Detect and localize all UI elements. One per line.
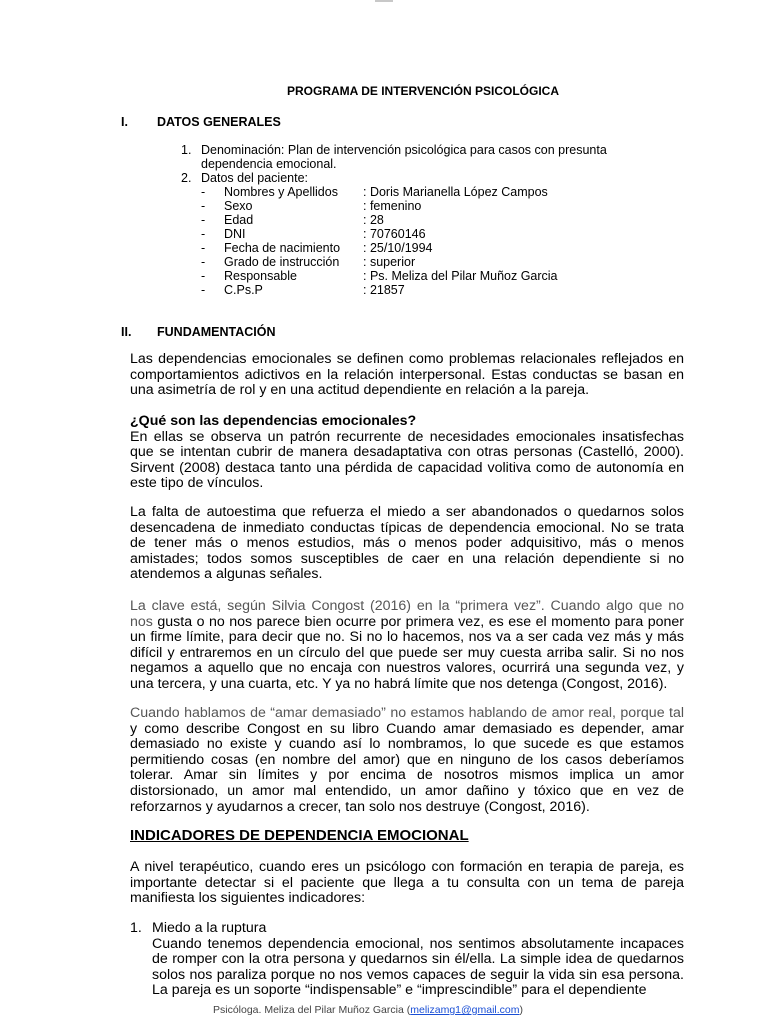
field-label: Sexo: [224, 199, 253, 213]
patient-data-list: [181, 143, 621, 297]
field-label: Nombres y Apellidos: [224, 185, 338, 199]
patient-fields: [181, 185, 621, 297]
field-label: C.Ps.P: [224, 283, 263, 297]
field-value: : Ps. Meliza del Pilar Muñoz Garcia: [363, 269, 558, 283]
field-row: [201, 185, 621, 199]
section-number: I.: [121, 115, 128, 129]
dash: -: [201, 269, 206, 283]
paragraph-text: La falta de autoestima que refuerza el miedo a ser abandonados o quedarnos solos desencadena de inmediato conductas típicas de dependencia emocional. No se trata de tener más o menos estudios, más o menos poder adquisitivo, más o menos amistades; todos somos susceptibles de caer en una relación dependiente si no atendemos a algunas señales.: [130, 504, 684, 583]
document-title: PROGRAMA DE INTERVENCIÓN PSICOLÓGICA: [286, 84, 560, 98]
dash: -: [201, 255, 206, 269]
field-row: [201, 199, 621, 213]
field-row: [201, 269, 621, 283]
page-footer: [0, 1004, 736, 1016]
denominacion-text: Denominación: Plan de intervención psicológica para casos con presunta dependencia emocional.: [201, 143, 607, 171]
paragraph-text: En ellas se observa un patrón recurrente de necesidades emocionales insatisfechas que se intentan cubrir de manera desadaptativa con otras personas (Castelló, 2000). Sirvent (2008) destaca tanto una pérdida de capacidad volitiva como de autonomía en este tipo de vínculos.: [130, 428, 684, 492]
list-number: 1.: [130, 920, 142, 936]
field-value: : femenino: [363, 199, 422, 213]
paragraph-text: y como describe Congost en su libro Cuando amar demasiado es depender, amar demasiado no existe y cuando así lo nombramos, lo que sucede es que estamos permitiendo cosas (en nombre del amor) que en ninguno de los casos deberíamos tolerar. Amar sin límites y por encima de nosotros mismos implica un amor distorsionado, un amor mal entendido, un amor dañino y tóxico que en vez de reforzarnos y ayudarnos a crecer, tan solo nos destruye (Congost, 2016).: [130, 720, 684, 815]
paragraph-text: gusta o no nos parece bien ocurre por primera vez, es ese el momento para poner un firme límite, para decir que no. Si no lo hacemos, nos va a ser cada vez más y más difícil y entraremos en un círculo del que puede ser muy cuesta arriba salir. Si no nos negamos a aquello que no encaja con nuestros valores, ocurrirá una segunda vez, y una tercera, y una cuarta, etc. Y ya no habrá límite que nos detenga (Congost, 2016).: [130, 613, 684, 692]
field-value: : 28: [363, 213, 384, 227]
field-value: : 21857: [363, 283, 405, 297]
paragraph-indicadores-intro: [130, 860, 684, 907]
paragraph-primera-vez: [130, 599, 684, 693]
field-label: Responsable: [224, 269, 297, 283]
field-label: Fecha de nacimiento: [224, 241, 341, 255]
indicator-item-miedo-ruptura: [130, 921, 684, 999]
field-value: : 25/10/1994: [363, 241, 433, 255]
paragraph-text: A nivel terapéutico, cuando eres un psicólogo con formación en terapia de pareja, es importante detectar si el paciente que llega a tu consulta con un tema de pareja manifiesta los siguientes indicadores:: [130, 859, 684, 907]
dash: -: [201, 241, 206, 255]
paragraph-definicion: [130, 352, 684, 399]
footer-close: ): [519, 1004, 524, 1016]
datos-paciente-text: Datos del paciente:: [201, 171, 309, 185]
list-item-datos-paciente: [181, 171, 621, 185]
dash: -: [201, 227, 206, 241]
list-number: 2.: [181, 171, 192, 185]
field-row: [201, 283, 621, 297]
paragraph-lead: La clave está, según Silvia Congost (2016) en la “primera vez”. Cuando algo que no nos: [130, 598, 684, 630]
field-label: DNI: [224, 227, 246, 241]
dash: -: [201, 213, 206, 227]
indicators-heading: INDICADORES DE DEPENDENCIA EMOCIONAL: [130, 827, 469, 844]
field-value: : Doris Marianella López Campos: [363, 185, 548, 199]
field-row: [201, 213, 621, 227]
paragraph-autoestima: [130, 505, 684, 583]
paragraph-amar-demasiado: [130, 706, 684, 815]
paragraph-que-son: [130, 414, 684, 492]
field-row: [201, 255, 621, 269]
field-label: Edad: [224, 213, 254, 227]
field-label: Grado de instrucción: [224, 255, 340, 269]
dash: -: [201, 185, 206, 199]
footer-email-link[interactable]: melizamg1@gmail.com: [410, 1004, 520, 1016]
indicator-title: Miedo a la ruptura: [152, 920, 267, 936]
list-item-denominacion: [181, 143, 621, 171]
section-title: FUNDAMENTACIÓN: [157, 325, 276, 339]
footer-text: Psicóloga. Meliza del Pilar Muñoz Garcia (: [212, 1004, 411, 1016]
dash: -: [201, 283, 206, 297]
paragraph-lead: Cuando hablamos de “amar demasiado” no estamos hablando de amor real, porque tal: [130, 705, 684, 721]
paragraph-text: Las dependencias emocionales se definen como problemas relacionales reflejados en comportamientos adictivos en la relación interpersonal. Estas conductas se basan en una asimetría de rol y en una actitud dependiente en relación a la pareja.: [130, 351, 684, 399]
section-title: DATOS GENERALES: [157, 115, 281, 129]
field-row: [201, 241, 621, 255]
field-value: : 70760146: [363, 227, 426, 241]
question-heading: ¿Qué son las dependencias emocionales?: [130, 413, 417, 429]
field-value: : superior: [363, 255, 416, 269]
top-mark: [375, 0, 393, 2]
section-number: II.: [121, 325, 132, 339]
list-number: 1.: [181, 143, 192, 157]
dash: -: [201, 199, 206, 213]
field-row: [201, 227, 621, 241]
indicator-text: Cuando tenemos dependencia emocional, nos sentimos absolutamente incapaces de romper con la otra persona y quedarnos sin él/ella. La simple idea de quedarnos solos nos paraliza porque no nos vemos capaces de seguir la vida sin esa persona. La pareja es un soporte “indispensable” e “imprescindible” para el dependiente: [152, 935, 684, 999]
